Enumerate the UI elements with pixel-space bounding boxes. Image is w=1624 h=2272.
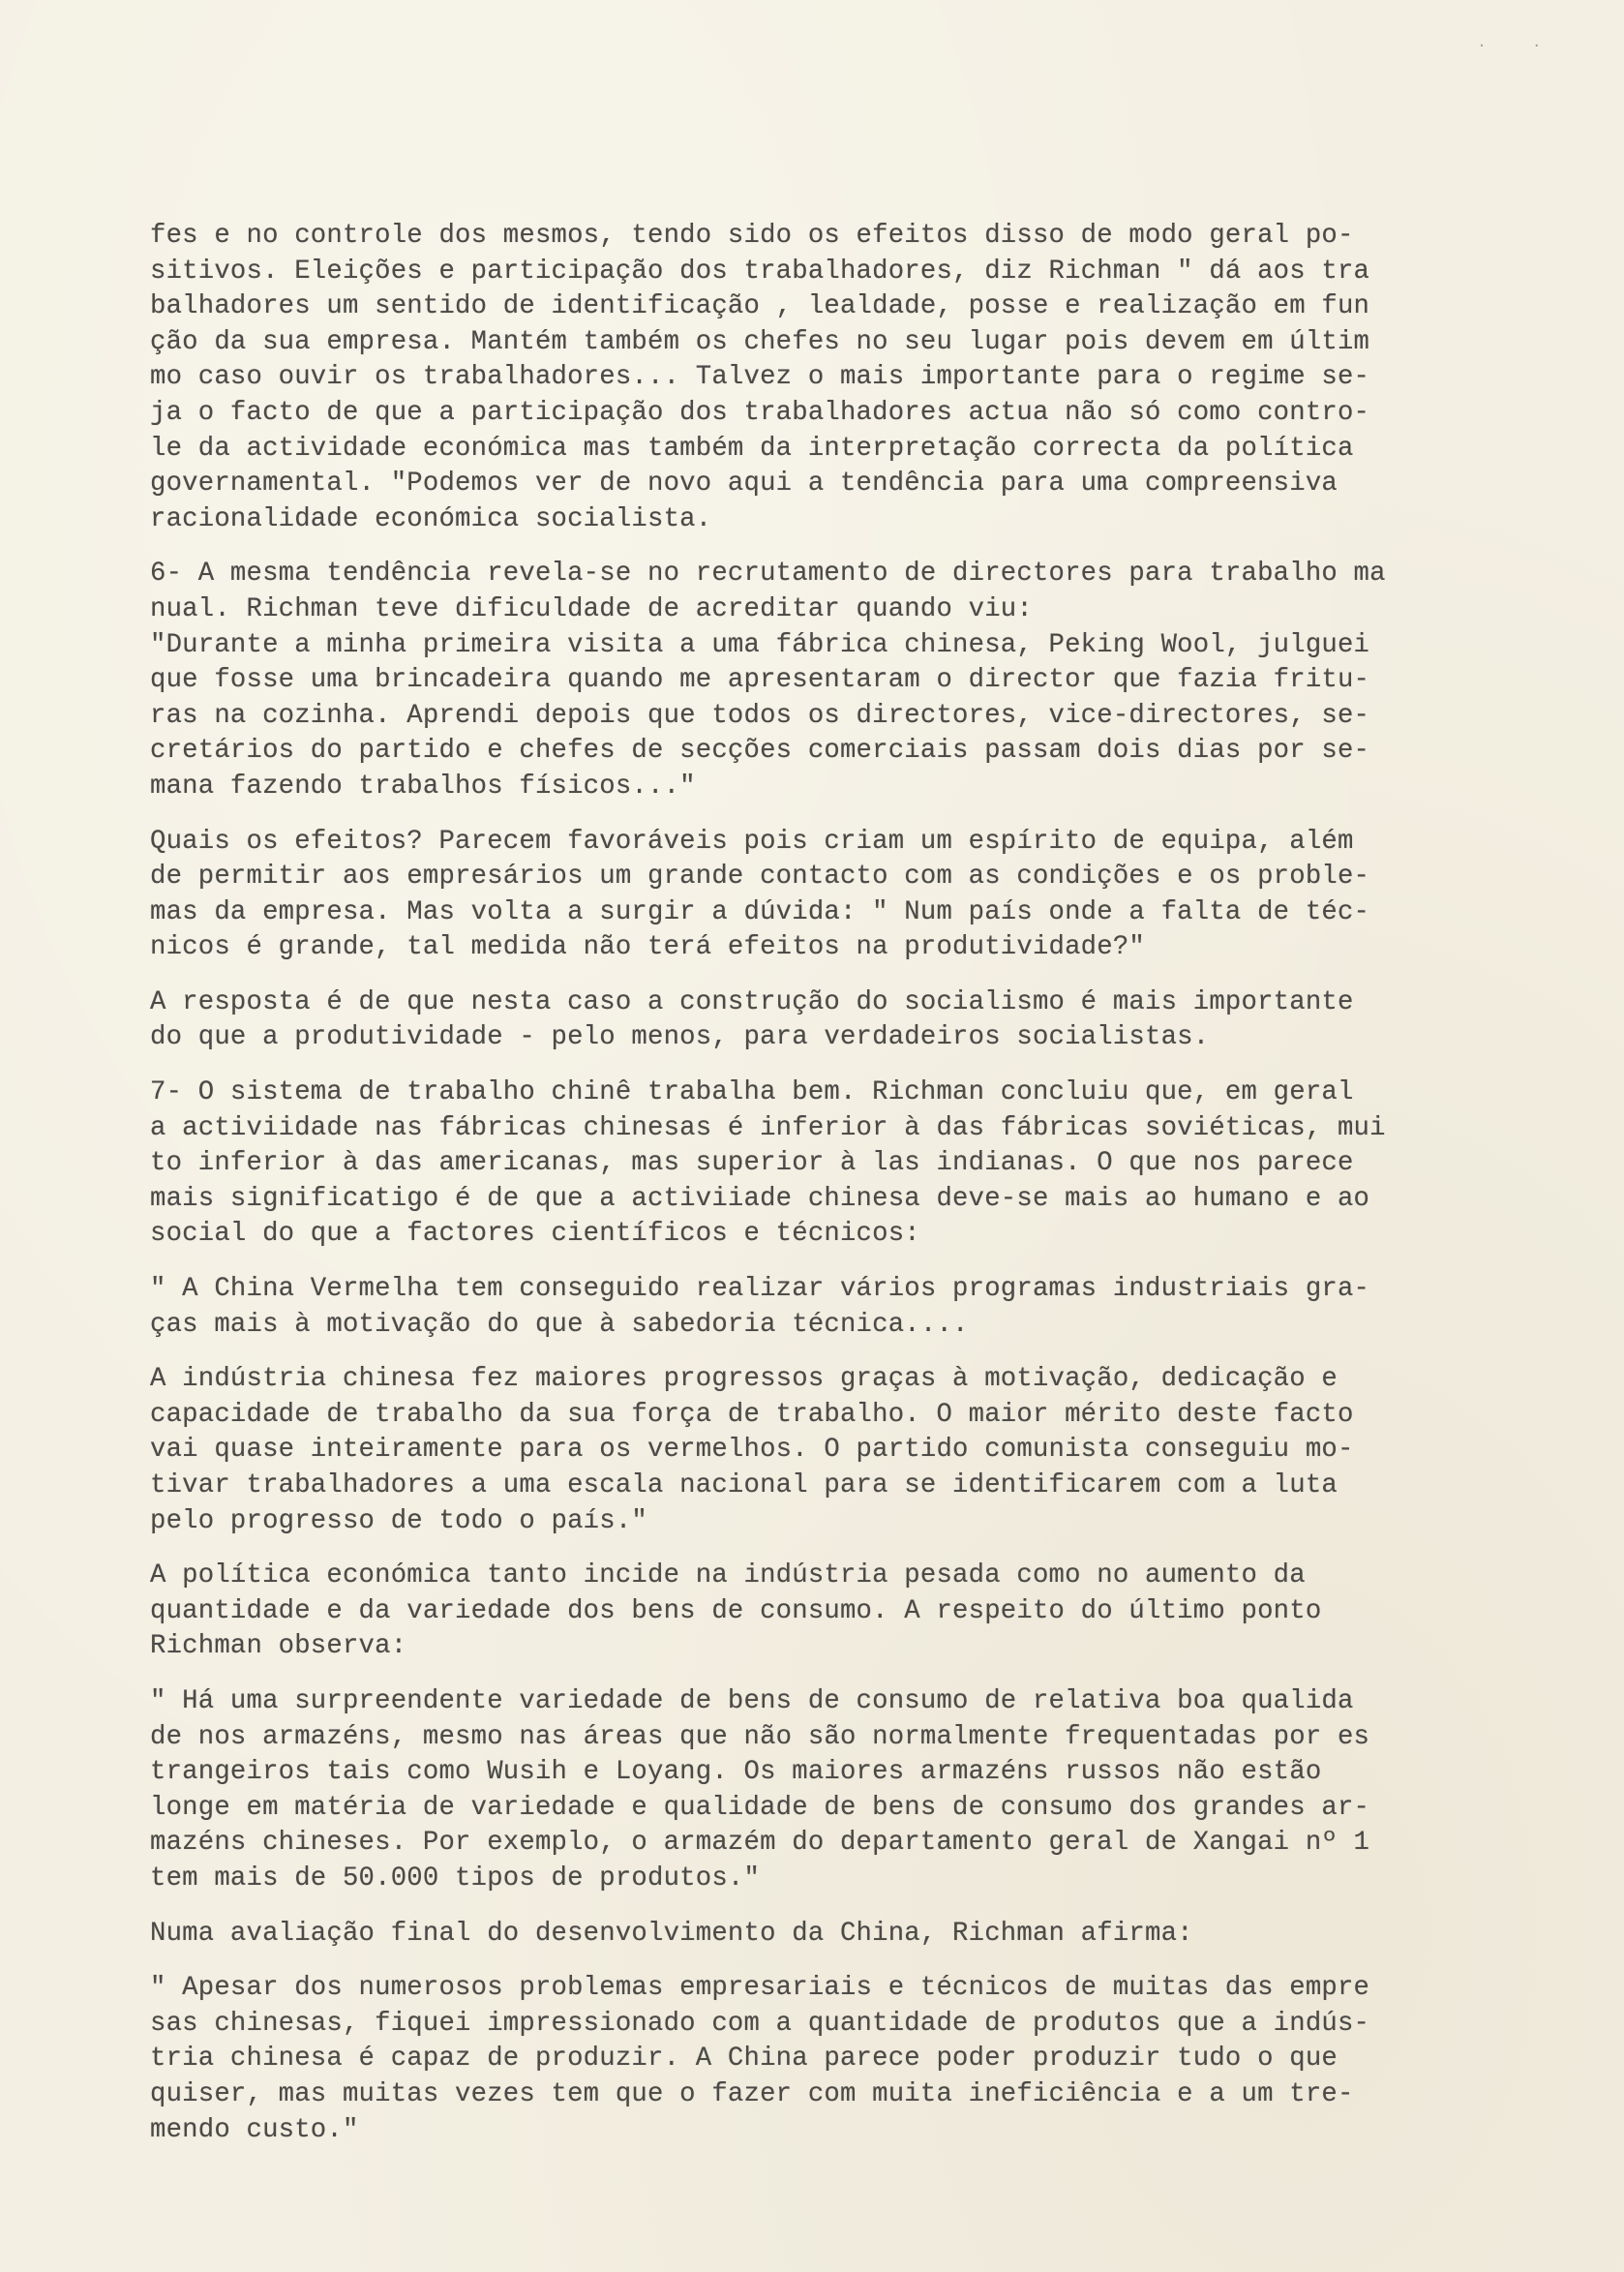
paragraph — [150, 219, 1437, 537]
text-line: quantidade e da variedade dos bens de consumo. A respeito do último ponto — [150, 1595, 1322, 1626]
text-line: Quais os efeitos? Parecem favoráveis pois criam um espírito de equipa, além — [150, 826, 1354, 857]
text-line: " Apesar dos numerosos problemas empresariais e técnicos de muitas das empre — [150, 1973, 1370, 2004]
text-line: cretários do partido e chefes de secções comerciais passam dois dias por se- — [150, 736, 1370, 767]
text-line: nual. Richman teve dificuldade de acreditar quando viu: — [150, 593, 1033, 624]
text-line: a activiidade nas fábricas chinesas é inferior à das fábricas soviéticas, mui — [150, 1112, 1386, 1143]
text-line: Richman observa: — [150, 1631, 407, 1662]
paragraph — [150, 1272, 1437, 1343]
paragraph — [150, 1971, 1437, 2148]
text-line: " Há uma surpreendente variedade de bens de consumo de relativa boa qualida — [150, 1685, 1354, 1716]
paragraph — [150, 1917, 1437, 1953]
text-line: Numa avaliação final do desenvolvimento da China, Richman afirma: — [150, 1918, 1193, 1949]
text-line: do que a produtividade - pelo menos, para verdadeiros socialistas. — [150, 1022, 1210, 1053]
paragraph — [150, 1075, 1437, 1253]
text-line: de permitir aos empresários um grande contacto com as condições e os proble- — [150, 862, 1370, 893]
paragraph — [150, 1684, 1437, 1897]
paragraph — [150, 825, 1437, 966]
text-line: nicos é grande, tal medida não terá efeitos na produtividade?" — [150, 932, 1146, 963]
text-line: ças mais à motivação do que à sabedoria técnica.... — [150, 1309, 969, 1340]
text-line: mazéns chineses. Por exemplo, o armazém do departamento geral de Xangai nº 1 — [150, 1828, 1370, 1859]
text-line: A resposta é de que nesta caso a construção do socialismo é mais importante — [150, 986, 1354, 1017]
text-line: longe em matéria de variedade e qualidade de bens de consumo dos grandes ar- — [150, 1792, 1370, 1823]
text-line: tria chinesa é capaz de produzir. A China parece poder produzir tudo o que — [150, 2044, 1338, 2075]
text-line: A política económica tanto incide na indústria pesada como no aumento da — [150, 1560, 1306, 1591]
text-line: ção da sua empresa. Mantém também os chefes no seu lugar pois devem em últim — [150, 326, 1370, 357]
paragraph — [150, 1559, 1437, 1665]
text-line: capacidade de trabalho da sua força de trabalho. O maior mérito deste facto — [150, 1399, 1354, 1430]
paragraph — [150, 1362, 1437, 1539]
text-line: sitivos. Eleições e participação dos trabalhadores, diz Richman " dá aos tra — [150, 256, 1370, 287]
text-line: racionalidade económica socialista. — [150, 503, 712, 534]
text-line: A indústria chinesa fez maiores progressos graças à motivação, dedicação e — [150, 1364, 1338, 1395]
text-line: to inferior à das americanas, mas superior à las indianas. O que nos parece — [150, 1148, 1354, 1179]
typewritten-body — [150, 219, 1437, 2148]
text-line: governamental. "Podemos ver de novo aqui a tendência para uma compreensiva — [150, 469, 1338, 500]
text-line: mana fazendo trabalhos físicos..." — [150, 771, 696, 802]
text-line: que fosse uma brincadeira quando me apresentaram o director que fazia fritu- — [150, 665, 1370, 696]
text-line: ja o facto de que a participação dos trabalhadores actua não só como contro- — [150, 397, 1370, 428]
text-line: ras na cozinha. Aprendi depois que todos os directores, vice-directores, se- — [150, 700, 1370, 731]
paragraph — [150, 985, 1437, 1056]
text-line: de nos armazéns, mesmo nas áreas que não são normalmente frequentadas por es — [150, 1721, 1370, 1752]
text-line: tem mais de 50.000 tipos de produtos." — [150, 1863, 761, 1893]
text-line: social do que a factores científicos e técnicos: — [150, 1219, 920, 1250]
text-line: " A China Vermelha tem conseguido realizar vários programas industriais gra- — [150, 1274, 1370, 1305]
text-line: balhadores um sentido de identificação , lealdade, posse e realização em fun — [150, 291, 1370, 322]
text-line: mo caso ouvir os trabalhadores... Talvez o mais importante para o regime se- — [150, 362, 1370, 393]
text-line: "Durante a minha primeira visita a uma fábrica chinesa, Peking Wool, julguei — [150, 629, 1370, 660]
text-line: pelo progresso de todo o país." — [150, 1505, 648, 1536]
text-line: sas chinesas, fiquei impressionado com a quantidade de produtos que a indús- — [150, 2008, 1370, 2039]
text-line: 7- O sistema de trabalho chinê trabalha bem. Richman concluiu que, em geral — [150, 1077, 1354, 1108]
text-line: vai quase inteiramente para os vermelhos. O partido comunista conseguiu mo- — [150, 1435, 1354, 1466]
corner-mark: · · — [1477, 39, 1560, 54]
text-line: fes e no controle dos mesmos, tendo sido os efeitos disso de modo geral po- — [150, 221, 1354, 251]
text-line: mendo custo." — [150, 2114, 359, 2145]
text-line: le da actividade económica mas também da interpretação correcta da política — [150, 433, 1354, 464]
text-line: mais significatigo é de que a activiiade chinesa deve-se mais ao humano e ao — [150, 1183, 1370, 1214]
text-line: tivar trabalhadores a uma escala nacional para se identificarem com a luta — [150, 1470, 1338, 1500]
paragraph — [150, 557, 1437, 804]
text-line: quiser, mas muitas vezes tem que o fazer com muita ineficiência e a um tre- — [150, 2078, 1354, 2109]
text-line: 6- A mesma tendência revela-se no recrutamento de directores para trabalho ma — [150, 559, 1386, 590]
text-line: trangeiros tais como Wusih e Loyang. Os maiores armazéns russos não estão — [150, 1757, 1322, 1788]
text-line: mas da empresa. Mas volta a surgir a dúvida: " Num país onde a falta de téc- — [150, 896, 1370, 927]
